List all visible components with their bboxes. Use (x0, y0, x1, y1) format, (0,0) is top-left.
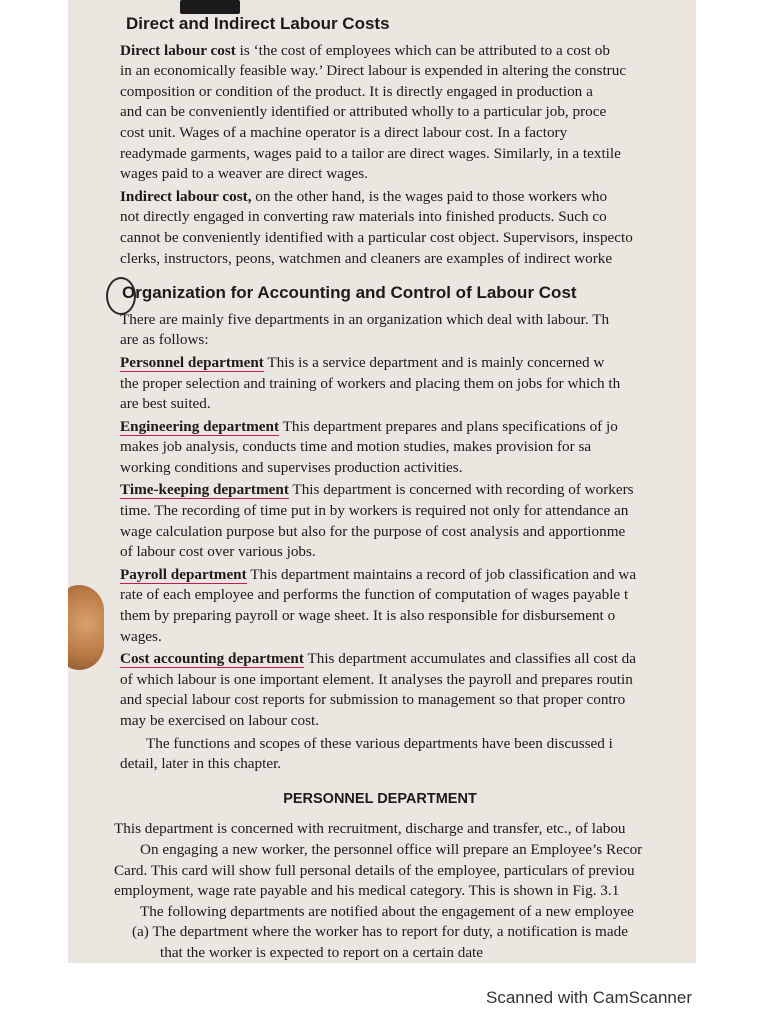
text-line: of which labour is one important element. It analyses the payroll and prepares routin (120, 670, 633, 688)
text-line: This is a service department and is mainly concerned w (263, 353, 605, 371)
department-payroll (120, 565, 696, 647)
text-line: on the other hand, is the wages paid to those workers who (251, 187, 608, 205)
text-line: Card. This card will show full personal details of the employee, particulars of previou (114, 861, 635, 879)
text-line: readymade garments, wages paid to a tailor are direct wages. Similarly, in a textile (120, 144, 621, 162)
department-name: Cost accounting department (120, 650, 304, 668)
department-personnel (120, 353, 696, 415)
department-name: Personnel department (120, 353, 264, 371)
text-line: The following departments are notified about the engagement of a new employee (140, 902, 634, 920)
term-indirect-labour: Indirect labour cost, (120, 187, 252, 205)
text-line: wages paid to a weaver are direct wages. (120, 165, 368, 183)
text-line: This department is concerned with recording of workers (288, 481, 634, 499)
chapter-mark (180, 0, 240, 14)
paragraph-direct-labour (120, 41, 696, 185)
page-content (114, 8, 696, 963)
text-line: employment, wage rate payable and his medical category. This is shown in Fig. 3.1 (114, 882, 620, 900)
paragraph-personnel (114, 819, 696, 963)
text-line: that the worker is expected to report on a certain date (160, 943, 484, 961)
text-line: is ‘the cost of employees which can be attributed to a cost ob (235, 41, 610, 59)
text-line: the proper selection and training of workers and placing them on jobs for which th (120, 374, 621, 392)
term-direct-labour: Direct labour cost (120, 41, 236, 59)
department-time-keeping (120, 480, 696, 562)
text-line: wages. (120, 627, 162, 645)
department-engineering (120, 417, 696, 479)
text-line: are best suited. (120, 395, 211, 413)
text-line: This department maintains a record of job classification and wa (246, 565, 637, 583)
section-heading-direct-indirect: Direct and Indirect Labour Costs (126, 14, 390, 33)
text-line: may be exercised on labour cost. (120, 712, 320, 729)
text-line: composition or condition of the product. It is directly engaged in production a (120, 82, 593, 100)
paragraph-indirect-labour (120, 187, 696, 269)
text-line: and special labour cost reports for submission to management so that proper contro (120, 691, 626, 709)
pen-circle-mark (106, 277, 136, 315)
text-line: This department prepares and plans specifications of jo (279, 417, 618, 435)
department-name: Engineering department (120, 417, 280, 435)
text-line: cannot be conveniently identified with a particular cost object. Supervisors, inspecto (120, 228, 633, 246)
department-cost-accounting (120, 649, 696, 731)
text-line: of labour cost over various jobs. (120, 543, 316, 561)
section-heading-organization: Organization for Accounting and Control of Labour Cost (122, 283, 577, 303)
paragraph-intro (120, 310, 696, 351)
section-heading-personnel-department: PERSONNEL DEPARTMENT (283, 790, 477, 807)
text-line: This department accumulates and classifies all cost da (303, 650, 636, 668)
text-line: cost unit. Wages of a machine operator is a direct labour cost. In a factory (120, 123, 568, 141)
thumb-image (68, 585, 104, 670)
camscanner-watermark: Scanned with CamScanner (485, 988, 692, 1007)
text-line: time. The recording of time put in by workers is required not only for attendance an (120, 502, 629, 520)
department-name: Time-keeping department (120, 481, 289, 499)
text-line: not directly engaged in converting raw materials into finished products. Such co (120, 208, 607, 226)
text-line: and can be conveniently identified or attributed wholly to a particular job, proce (120, 103, 607, 121)
list-item: (a) The department where the worker has to report for duty, a notification is made (132, 923, 628, 941)
text-line: The functions and scopes of these various departments have been discussed i (146, 734, 613, 752)
text-line: detail, later in this chapter. (120, 755, 282, 773)
text-line: rate of each employee and performs the function of computation of wages payable t (120, 586, 629, 604)
text-line: clerks, instructors, peons, watchmen and cleaners are examples of indirect worke (120, 249, 613, 267)
text-line: On engaging a new worker, the personnel office will prepare an Employee’s Recor (140, 840, 643, 858)
text-line: in an economically feasible way.’ Direct labour is expended in altering the construc (120, 62, 627, 80)
text-line: are as follows: (120, 331, 209, 349)
section-organization (120, 283, 696, 304)
department-name: Payroll department (120, 565, 247, 583)
text-line: This department is concerned with recruitment, discharge and transfer, etc., of labou (114, 820, 626, 838)
paragraph-closing (120, 734, 696, 775)
scanned-page (68, 0, 696, 963)
text-line: working conditions and supervises production activities. (120, 458, 463, 476)
text-line: makes job analysis, conducts time and motion studies, makes provision for sa (120, 438, 592, 456)
text-line: wage calculation purpose but also for the purpose of cost analysis and apportionme (120, 522, 626, 540)
text-line: There are mainly five departments in an organization which deal with labour. Th (120, 310, 610, 328)
text-line: them by preparing payroll or wage sheet. It is also responsible for disbursement o (120, 607, 616, 625)
